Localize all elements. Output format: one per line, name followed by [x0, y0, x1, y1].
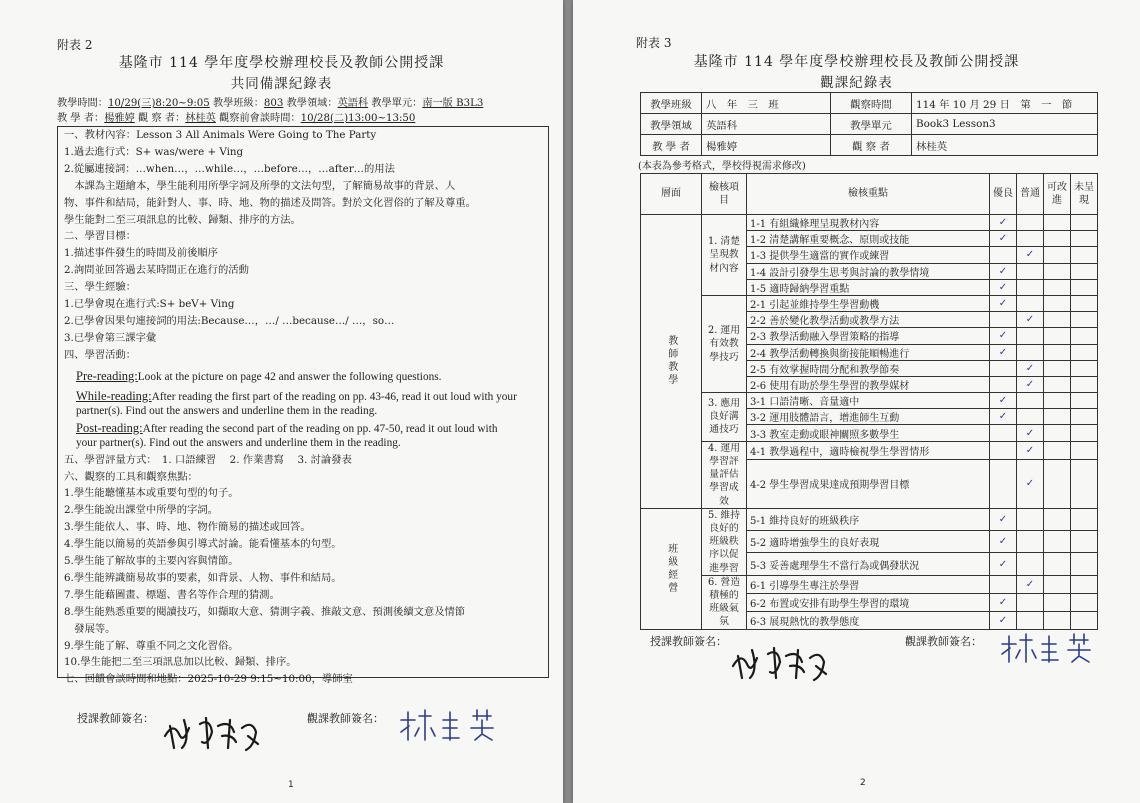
mark-improve	[1044, 611, 1071, 629]
content-line: 2.詢問並回答過去某時間正在進行的活動	[64, 264, 249, 277]
mark-improve	[1044, 459, 1071, 508]
check-point: 4-1 教學過程中，適時檢視學生學習情形	[747, 441, 990, 459]
mark-normal	[1017, 295, 1044, 311]
mark-normal: ✓	[1017, 376, 1044, 392]
observation-info-table	[640, 92, 1098, 156]
content-line: 3.已學會第三課字彙	[64, 331, 157, 344]
mark-improve	[1044, 409, 1071, 425]
info-value: 114 年 10 月 29 日 第 一 節	[912, 93, 1098, 114]
checklist-row	[641, 393, 1098, 409]
content-line: 1.過去進行式：S+ was/were + Ving	[64, 145, 244, 158]
mark-normal	[1017, 611, 1044, 629]
attachment-label: 附表 2	[57, 38, 93, 52]
mark-improve	[1044, 215, 1071, 231]
check-point: 2-1 引起並維持學生學習動機	[747, 295, 990, 311]
content-line: 本課為主題繪本，學生能利用所學字詞及所學的文法句型，了解簡易故事的背景、人	[64, 179, 456, 192]
activity-text: After reading the second part of the reading on pp. 47-50, read it out loud with	[142, 422, 498, 435]
meeting-label: 觀察前會談時間：	[219, 113, 301, 124]
mark-improve	[1044, 263, 1071, 279]
mark-normal: ✓	[1017, 425, 1044, 441]
activity-heading: While-reading:	[76, 388, 152, 403]
mark-excellent	[990, 575, 1017, 593]
info-value: Book3 Lesson3	[912, 114, 1098, 135]
col-absent: 未呈現	[1071, 174, 1098, 215]
info-label: 教學班級	[641, 93, 702, 114]
mark-normal: ✓	[1017, 312, 1044, 328]
mark-absent	[1071, 425, 1098, 441]
info-value: 英語科	[702, 114, 831, 135]
mark-excellent: ✓	[990, 328, 1017, 344]
info-row	[641, 135, 1098, 156]
activity-heading: Post-reading:	[76, 420, 143, 435]
col-level: 層面	[641, 174, 702, 215]
mark-absent	[1071, 393, 1098, 409]
mark-absent	[1071, 531, 1098, 553]
mark-absent	[1071, 344, 1098, 360]
mark-absent	[1071, 295, 1098, 311]
mark-absent	[1071, 215, 1098, 231]
check-point: 1-3 提供學生適當的實作或練習	[747, 247, 990, 263]
content-line: 2.從屬連接詞：…when…，…while…，…before…，…after…的用法	[64, 162, 395, 175]
content-line: 2.學生能說出課堂中所學的字詞。	[64, 504, 218, 517]
mark-absent	[1071, 312, 1098, 328]
content-line: 物、事件和結局，能針對人、事、時、地、物的描述及問答。對於文化習俗的了解及尊重。	[64, 196, 476, 209]
content-line: 10.學生能把二至三項訊息加以比較、歸類、排序。	[64, 656, 297, 669]
mark-absent	[1071, 593, 1098, 611]
mark-normal: ✓	[1017, 360, 1044, 376]
content-line: 5.學生能了解故事的主要內容與情節。	[64, 555, 239, 567]
mark-absent	[1071, 360, 1098, 376]
check-point: 2-4 教學活動轉換與銜接能順暢進行	[747, 344, 990, 360]
info-value: 楊雅婷	[702, 135, 831, 156]
item-cell: 2. 運用有效教學技巧	[702, 295, 747, 392]
meeting-value: 10/28(二)13:00~13:50	[300, 113, 416, 124]
mark-improve	[1044, 425, 1071, 441]
check-point: 5-1 維持良好的班級秩序	[747, 508, 990, 530]
item-cell: 3. 應用良好溝通技巧	[702, 393, 747, 442]
check-point: 5-2 適時增強學生的良好表現	[747, 531, 990, 553]
check-point: 2-3 教學活動融入學習策略的指導	[747, 328, 990, 344]
item-cell: 1. 清楚呈現教材內容	[702, 215, 747, 296]
col-item: 檢核項目	[702, 174, 747, 215]
mark-improve	[1044, 508, 1071, 530]
mark-absent	[1071, 575, 1098, 593]
domain-label: 教學領域：	[286, 98, 338, 109]
content-line: 1.描述事件發生的時間及前後順序	[64, 247, 218, 260]
mark-normal	[1017, 409, 1044, 425]
teacher-label: 教 學 者：	[57, 113, 105, 124]
mark-normal	[1017, 279, 1044, 295]
check-point: 6-1 引導學生專注於學習	[747, 575, 990, 593]
mark-normal	[1017, 215, 1044, 231]
check-point: 6-2 布置或安排有助學生學習的環境	[747, 593, 990, 611]
observer-signature-label-2: 觀課教師簽名：	[905, 635, 982, 648]
class-label: 教學班級：	[212, 98, 264, 109]
observer-signature-label: 觀課教師簽名：	[307, 712, 384, 725]
mark-excellent: ✓	[990, 409, 1017, 425]
mark-improve	[1044, 312, 1071, 328]
mark-normal	[1017, 231, 1044, 247]
content-line: 五、學習評量方式： 1. 口語練習 2. 作業書寫 3. 討論發表	[64, 453, 352, 466]
mark-excellent	[990, 376, 1017, 392]
mark-excellent: ✓	[990, 344, 1017, 360]
col-normal: 普通	[1017, 174, 1044, 215]
info-value: 林桂英	[912, 135, 1098, 156]
page-subtitle: 觀課紀錄表	[820, 75, 893, 91]
mark-excellent	[990, 425, 1017, 441]
mark-excellent	[990, 360, 1017, 376]
mark-improve	[1044, 376, 1071, 392]
check-point: 2-5 有效掌握時間分配和教學節奏	[747, 360, 990, 376]
check-point: 5-3 妥善處理學生不當行為或偶發狀況	[747, 553, 990, 575]
mark-excellent: ✓	[990, 611, 1017, 629]
checklist-row	[641, 508, 1098, 530]
planning-content-box	[57, 126, 549, 686]
check-point: 3-1 口語清晰、音量適中	[747, 393, 990, 409]
mark-normal: ✓	[1017, 441, 1044, 459]
page-subtitle: 共同備課紀錄表	[230, 76, 333, 92]
content-line: 四、學習活動：	[64, 348, 137, 361]
mark-improve	[1044, 531, 1071, 553]
activity-heading: Pre-reading:	[76, 368, 138, 383]
activity-text: Look at the picture on page 42 and answer the following questions.	[137, 370, 442, 383]
content-line: 二、學習目標：	[64, 230, 137, 243]
mark-improve	[1044, 593, 1071, 611]
page-1-co-planning-record	[0, 0, 563, 803]
observer-value: 林桂英	[185, 113, 216, 124]
content-line: 學生能對二至三項訊息的比較、歸類、排序的方法。	[64, 213, 301, 226]
info-line-2	[57, 109, 415, 124]
mark-absent	[1071, 263, 1098, 279]
mark-absent	[1071, 611, 1098, 629]
mark-improve	[1044, 393, 1071, 409]
checklist-row	[641, 575, 1098, 593]
observation-checklist-table	[640, 173, 1098, 630]
class-value: 803	[263, 98, 284, 109]
check-point: 3-2 運用肢體語言，增進師生互動	[747, 409, 990, 425]
observer-signature-image-2	[998, 632, 1098, 668]
check-point: 1-4 設計引發學生思考與討論的教學情境	[747, 263, 990, 279]
check-point: 2-6 使用有助於學生學習的教學媒材	[747, 376, 990, 392]
content-line: 一、教材內容：Lesson 3 All Animals Were Going to The Party	[64, 129, 377, 141]
info-label: 教學領域	[641, 114, 702, 135]
mark-improve	[1044, 441, 1071, 459]
mark-absent	[1071, 231, 1098, 247]
unit-value: 南一版 B3L3	[422, 98, 484, 109]
mark-absent	[1071, 328, 1098, 344]
page-title: 基隆市 114 學年度學校辦理校長及教師公開授課	[693, 54, 1020, 70]
mark-excellent: ✓	[990, 508, 1017, 530]
mark-absent	[1071, 279, 1098, 295]
mark-normal	[1017, 263, 1044, 279]
mark-excellent: ✓	[990, 215, 1017, 231]
col-excellent: 優良	[990, 174, 1017, 215]
item-cell: 5. 維持良好的班級秩序以促進學習	[702, 508, 747, 575]
time-label: 教學時間：	[57, 98, 108, 109]
mark-absent	[1071, 459, 1098, 508]
content-line: 2.已學會因果句連接詞的用法:Because…，…/ …because…/ …，so…	[64, 314, 395, 327]
mark-normal	[1017, 553, 1044, 575]
mark-excellent: ✓	[990, 553, 1017, 575]
mark-improve	[1044, 328, 1071, 344]
activity-line	[76, 369, 441, 385]
content-line: 9.學生能了解、尊重不同之文化習俗。	[64, 639, 239, 652]
checklist-row	[641, 441, 1098, 459]
teacher-signature-label: 授課教師簽名：	[77, 712, 154, 725]
page-number: 1	[288, 780, 294, 790]
info-value: 八 年 三 班	[702, 93, 831, 114]
domain-value: 英語科	[337, 98, 369, 109]
mark-normal: ✓	[1017, 247, 1044, 263]
activity-line	[76, 389, 517, 405]
mark-absent	[1071, 247, 1098, 263]
content-line: 1.學生能聽懂基本或重要句型的句子。	[64, 487, 239, 500]
time-value: 10/29(三)8:20~9:05	[107, 98, 210, 109]
checklist-row	[641, 295, 1098, 311]
col-improve: 可改進	[1044, 174, 1071, 215]
check-point: 1-5 適時歸納學習重點	[747, 279, 990, 295]
info-label: 教 學 者	[641, 135, 702, 156]
item-cell: 4. 運用學習評量評估學習成效	[702, 441, 747, 508]
mark-improve	[1044, 344, 1071, 360]
mark-normal	[1017, 344, 1044, 360]
check-point: 3-3 教室走動或眼神關照多數學生	[747, 425, 990, 441]
mark-excellent: ✓	[990, 531, 1017, 553]
check-point: 1-1 有組織條理呈現教材內容	[747, 215, 990, 231]
page-number-2: 2	[860, 778, 866, 788]
check-point: 1-2 清楚講解重要概念、原則或技能	[747, 231, 990, 247]
mark-absent	[1071, 409, 1098, 425]
observer-signature-image	[397, 706, 507, 746]
mark-excellent: ✓	[990, 593, 1017, 611]
activity-text-cont: your partner(s). Find out the answers and underline them in the reading.	[76, 436, 401, 449]
mark-improve	[1044, 279, 1071, 295]
teacher-signature-label-2: 授課教師簽名：	[650, 635, 727, 648]
mark-excellent	[990, 459, 1017, 508]
mark-normal: ✓	[1017, 459, 1044, 508]
mark-absent	[1071, 553, 1098, 575]
mark-absent	[1071, 441, 1098, 459]
teacher-value: 楊雅婷	[104, 113, 135, 124]
item-cell: 6. 營造積極的班級氣氛	[702, 575, 747, 629]
content-line: 三、學生經驗：	[64, 281, 137, 294]
mark-improve	[1044, 360, 1071, 376]
mark-improve	[1044, 295, 1071, 311]
mark-excellent	[990, 441, 1017, 459]
mark-absent	[1071, 508, 1098, 530]
activity-line	[76, 421, 497, 437]
mark-excellent: ✓	[990, 393, 1017, 409]
mark-normal: ✓	[1017, 575, 1044, 593]
content-line: 1.已學會現在進行式:S+ beV+ Ving	[64, 298, 235, 310]
mark-excellent: ✓	[990, 279, 1017, 295]
mark-absent	[1071, 376, 1098, 392]
mark-improve	[1044, 553, 1071, 575]
mark-excellent: ✓	[990, 231, 1017, 247]
content-line: 6.學生能辨識簡易故事的要素，如背景、人物、事件和結局。	[64, 571, 342, 584]
content-line: 七、回饋會談時間和地點：2025-10-29 9:15~10:00，導師室	[64, 673, 353, 686]
content-line: 4.學生能以簡易的英語參與引導式討論。能看懂基本的句型。	[64, 538, 342, 551]
content-line: 六、觀察的工具和觀察焦點：	[64, 470, 198, 483]
dimension-cell: 教師教學	[641, 215, 702, 509]
mark-improve	[1044, 575, 1071, 593]
mark-normal	[1017, 328, 1044, 344]
content-line: 發展等。	[64, 622, 116, 635]
info-label: 觀察時間	[831, 93, 912, 114]
content-line: 3.學生能依人、事、時、地、物作簡易的描述或回答。	[64, 521, 311, 534]
dimension-cell: 班級經營	[641, 508, 702, 629]
check-point: 2-2 善於變化教學活動或教學方法	[747, 312, 990, 328]
page-title: 基隆市 114 學年度學校辦理校長及教師公開授課	[118, 55, 445, 71]
activity-text-cont: partner(s). Find out the answers and underline them in the reading.	[76, 404, 378, 417]
info-row	[641, 93, 1098, 114]
observer-label: 觀 察 者：	[138, 113, 186, 124]
info-label: 觀 察 者	[831, 135, 912, 156]
check-point: 4-2 學生學習成果達成預期學習目標	[747, 459, 990, 508]
mark-excellent: ✓	[990, 295, 1017, 311]
mark-normal	[1017, 393, 1044, 409]
mark-normal	[1017, 508, 1044, 530]
unit-label: 教學單元：	[371, 98, 423, 109]
info-row	[641, 114, 1098, 135]
attachment-label: 附表 3	[636, 36, 672, 50]
teacher-signature-image-2	[728, 640, 838, 686]
reference-note: (本表為參考格式，學校得視需求修改)	[638, 161, 806, 172]
col-point: 檢核重點	[747, 174, 990, 215]
mark-improve	[1044, 231, 1071, 247]
check-point: 6-3 展現熱忱的教學態度	[747, 611, 990, 629]
mark-normal	[1017, 531, 1044, 553]
mark-improve	[1044, 247, 1071, 263]
mark-normal	[1017, 593, 1044, 611]
content-line: 8.學生能熟悉重要的閱讀技巧，如擷取大意、猜測字義、推敲文意、預測後續文意及情節	[64, 605, 466, 618]
activity-text: After reading the first part of the reading on pp. 43-46, read it out loud with your	[151, 390, 517, 403]
mark-excellent	[990, 247, 1017, 263]
info-label: 教學單元	[831, 114, 912, 135]
mark-excellent	[990, 312, 1017, 328]
teacher-signature-image	[160, 706, 270, 756]
checklist-row	[641, 215, 1098, 231]
content-line: 7.學生能藉圖畫、標題、書名等作合理的猜測。	[64, 588, 280, 601]
mark-excellent: ✓	[990, 263, 1017, 279]
info-line-1	[57, 94, 483, 109]
